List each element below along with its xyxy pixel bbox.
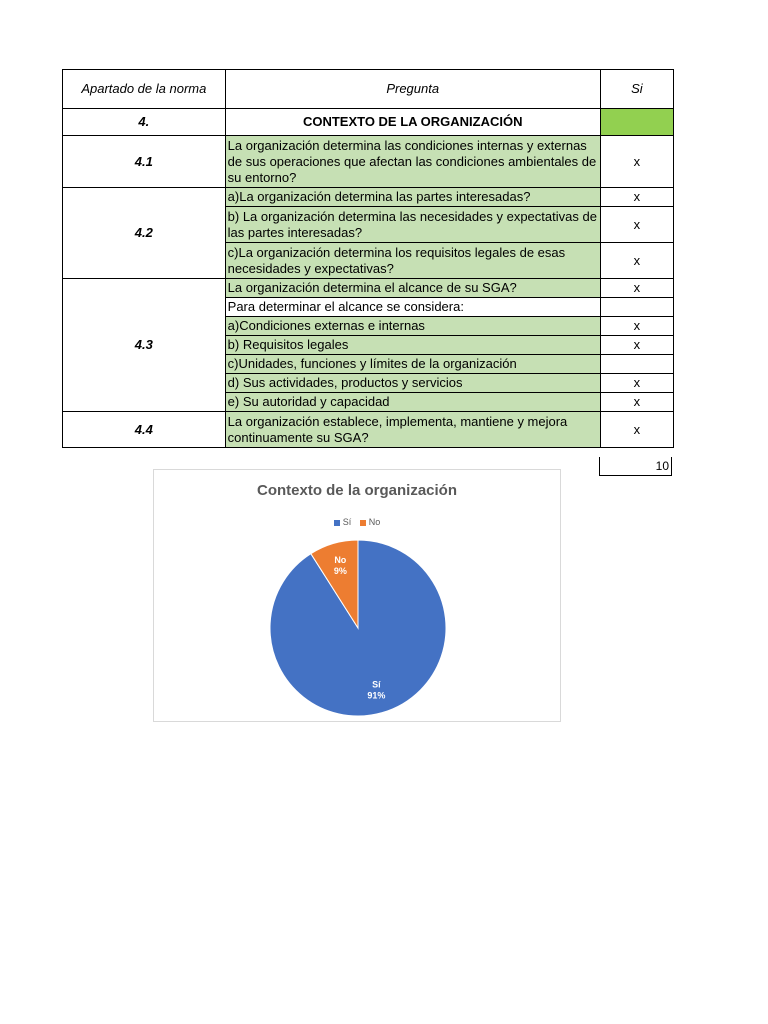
section-number: 4.2 bbox=[63, 188, 226, 279]
question-text: Para determinar el alcance se considera: bbox=[225, 298, 600, 317]
section-number: 4.4 bbox=[63, 412, 226, 448]
title-row bbox=[63, 109, 674, 136]
total-count: 10 bbox=[599, 457, 672, 476]
table-row bbox=[63, 412, 674, 448]
question-text: La organización determina las condiciones internas y externas de sus operaciones que afectan las condiciones ambientales de su entorno? bbox=[225, 136, 600, 188]
yes-mark: x bbox=[600, 393, 673, 412]
header-question: Pregunta bbox=[225, 70, 600, 109]
section-number: 4.1 bbox=[63, 136, 226, 188]
question-text: c)Unidades, funciones y límites de la organización bbox=[225, 355, 600, 374]
pie-svg bbox=[154, 470, 560, 721]
checklist-table bbox=[62, 69, 674, 448]
yes-mark: x bbox=[600, 374, 673, 393]
question-text: c)La organización determina los requisitos legales de esas necesidades y expectativas? bbox=[225, 243, 600, 279]
legend-label-si: Sí bbox=[342, 517, 352, 527]
question-text: b) La organización determina las necesidades y expectativas de las partes interesadas? bbox=[225, 207, 600, 243]
table-row bbox=[63, 136, 674, 188]
legend-label-no: No bbox=[368, 517, 381, 527]
yes-mark: x bbox=[600, 336, 673, 355]
pie-label-no: No 9% bbox=[333, 555, 347, 577]
section-number: 4.3 bbox=[63, 279, 226, 412]
question-text: e) Su autoridad y capacidad bbox=[225, 393, 600, 412]
yes-mark: x bbox=[600, 279, 673, 298]
yes-mark: x bbox=[600, 412, 673, 448]
header-row bbox=[63, 70, 674, 109]
table-body bbox=[63, 109, 674, 448]
question-text: La organización establece, implementa, mantiene y mejora continuamente su SGA? bbox=[225, 412, 600, 448]
pie-chart bbox=[153, 469, 561, 722]
yes-mark: x bbox=[600, 136, 673, 188]
yes-mark bbox=[600, 298, 673, 317]
title-section: 4. bbox=[63, 109, 226, 136]
header-yes: Si bbox=[600, 70, 673, 109]
yes-mark: x bbox=[600, 207, 673, 243]
table-row bbox=[63, 188, 674, 207]
yes-mark bbox=[600, 355, 673, 374]
yes-mark: x bbox=[600, 243, 673, 279]
section-title: CONTEXTO DE LA ORGANIZACIÓN bbox=[225, 109, 600, 136]
question-text: b) Requisitos legales bbox=[225, 336, 600, 355]
question-text: d) Sus actividades, productos y servicios bbox=[225, 374, 600, 393]
question-text: La organización determina el alcance de su SGA? bbox=[225, 279, 600, 298]
table-row bbox=[63, 279, 674, 298]
header-section: Apartado de la norma bbox=[63, 70, 226, 109]
yes-mark: x bbox=[600, 317, 673, 336]
yes-mark: x bbox=[600, 188, 673, 207]
question-text: a)La organización determina las partes interesadas? bbox=[225, 188, 600, 207]
chart-title: Contexto de la organización bbox=[256, 482, 458, 499]
title-yes-cell bbox=[600, 109, 673, 136]
pie-label-si: Sí 91% bbox=[367, 679, 386, 701]
question-text: a)Condiciones externas e internas bbox=[225, 317, 600, 336]
